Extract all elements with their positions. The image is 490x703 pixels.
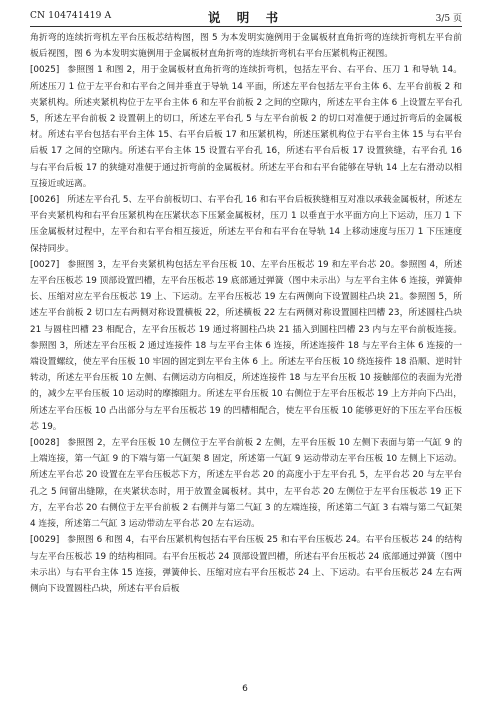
paragraph-number: [0025]	[30, 65, 60, 76]
paragraph-0025	[30, 62, 462, 192]
paragraph-number: [0027]	[30, 259, 60, 270]
paragraph-0028	[30, 435, 462, 532]
page-footer	[0, 684, 490, 694]
page-header	[30, 8, 462, 28]
paragraph-text: 参照图 6 和图 4，右平台压紧机构包括右平台压板 25 和右平台压板芯 24。右平台压板芯 24 的结构与左平台压板芯 19 的结构相同。右平台压板芯 24 顶部设置凹槽，所述右平台压板芯 24 底部通过弹簧（图中未示出）与右平台主体 15 连接，弹簧伸长、压缩对应右平台压板芯 24 上、下运动。右平台压板芯 24 左右两侧向下设置圆柱凸块，所述右平台后板	[30, 535, 462, 594]
paragraph-0027	[30, 257, 462, 435]
paragraph-text: 参照图 3，左平台夹紧机构包括左平台压板 10、左平台压板芯 19 和左平台芯 20。参照图 4，所述左平台压板芯 19 顶部设置凹槽，左平台压板芯 19 底部通过弹簧（图中未示出）与左平台主体 6 连接，弹簧伸长、压缩对应左平台压板芯 19 上、下运动。左平台压板芯 19 左右两侧向下设置圆柱凸块 21。参照图 5，所述左平台前板 2 切口左右两侧对称设置横板 22，所述横板 22 左右两侧对称设置圆柱凹槽 23，所述圆柱凸块 21 与圆柱凹槽 23 相配合，左平台压板芯 19 通过将圆柱凸块 21 插入到圆柱凹槽 23 内与左平台前板连接。参照图 3，所述左平台压板 2 通过连接件 18 与左平台主体 6 连接，所述连接件 18 与左平台主体 6 连接的一端设置螺纹，使左平台压板 10 牢固的固定到左平台主体 6 上。所述左平台压板 10 绕连接件 18 沿顺、逆时针转动，所述左平台压板 10 左侧、右侧运动方向相反，所述连接件 18 与左平台压板 10 接触部位的表面为光滑的，减少左平台压板 10 运动时的摩擦阻力。所述左平台压板 10 右侧位于左平台压板芯 19 上方并向下凸出，所述左平台压板 10 凸出部分与左平台压板芯 19 的凹槽相配合，使左平台压板 10 能够更好的下压左平台压板芯 19。	[30, 259, 462, 432]
paragraph-0026	[30, 192, 462, 257]
paragraph-number: [0029]	[30, 535, 60, 546]
page-indicator: 3/5 页	[435, 14, 462, 24]
paragraph-text: 角折弯的连续折弯机左平台压板芯结构图，图 5 为本发明实施例用于金属板材直角折弯的连续折弯机左平台前板后视图，图 6 为本发明实施例用于金属板材直角折弯的连续折弯机右平台压紧机构正视图。	[30, 33, 462, 60]
paragraph-text: 参照图 2，左平台压板 10 左侧位于左平台前板 2 左侧，左平台压板 10 左侧下表面与第一气缸 9 的上端连接，第一气缸 9 的下端与第一气缸架 8 固定，所述第一气缸 9 运动带动左平台压板 10 左侧上下运动。所述左平台芯 20 设置在左平台压板芯下方，所述左平台芯 20 的高度小于左平台孔 5，左平台芯 20 与左平台孔之 5 间留出缝隙，在夹紧状态时，用于放置金属板材。其中，左平台芯 20 左侧位于左平台压板芯 19 正下方，左平台芯 20 右侧位于左平台前板 2 右侧并与第二气缸 3 的左端连接，所述第二气缸 3 右端与第二气缸架 4 连接，所述第二气缸 3 运动带动左平台芯 20 左右运动。	[30, 438, 462, 530]
paragraph-text: 所述左平台孔 5、左平台前板切口、右平台孔 16 和右平台后板狭缝相互对准以承载金属板材，所述左平台夹紧机构和右平台压紧机构在压紧状态下压紧金属板材，压刀 1 以垂直于水平面方向上下运动，压刀 1 下压金属板材过程中，左平台和右平台相互接近，所述左平台和右平台在导轨 14 上移动速度与压刀 1 下压速度保持同步。	[30, 195, 462, 254]
paragraph-0029	[30, 532, 462, 597]
paragraph-number: [0028]	[30, 438, 60, 449]
paragraph-continuation	[30, 30, 462, 62]
document-body	[30, 30, 462, 666]
document-title: 说 明 书	[207, 10, 285, 25]
paragraph-number: [0026]	[30, 195, 60, 206]
page-number: 6	[242, 684, 248, 694]
paragraph-text: 参照图 1 和图 2，用于金属板材直角折弯的连续折弯机，包括左平台、右平台、压刀 1 和导轨 14。所述压刀 1 位于左平台和右平台之间并垂直于导轨 14 平面，所述左平台包括左平台主体 6、左平台前板 2 和夹紧机构。所述夹紧机构位于左平台主体 6 和左平台前板 2 之间的空隙内，所述左平台主体 6 上设置左平台孔 5，所述左平台前板 2 设置朝上的切口，所述左平台孔 5 与左平台前板 2 的切口对准便于通过折弯后的金属板材。所述右平台包括右平台主体 15、右平台后板 17 和压紧机构，所述压紧机构位于右平台主体 15 与右平台后板 17 之间的空隙内。所述右平台主体 15 设置右平台孔 16，所述右平台后板 17 设置狭缝，右平台孔 16 与右平台后板 17 的狭缝对准便于通过折弯前的金属板材。所述左平台和右平台能够在导轨 14 上左右滑动以相互接近或远离。	[30, 65, 462, 189]
publication-number: CN 104741419 A	[30, 11, 112, 21]
header-rule	[30, 26, 462, 27]
